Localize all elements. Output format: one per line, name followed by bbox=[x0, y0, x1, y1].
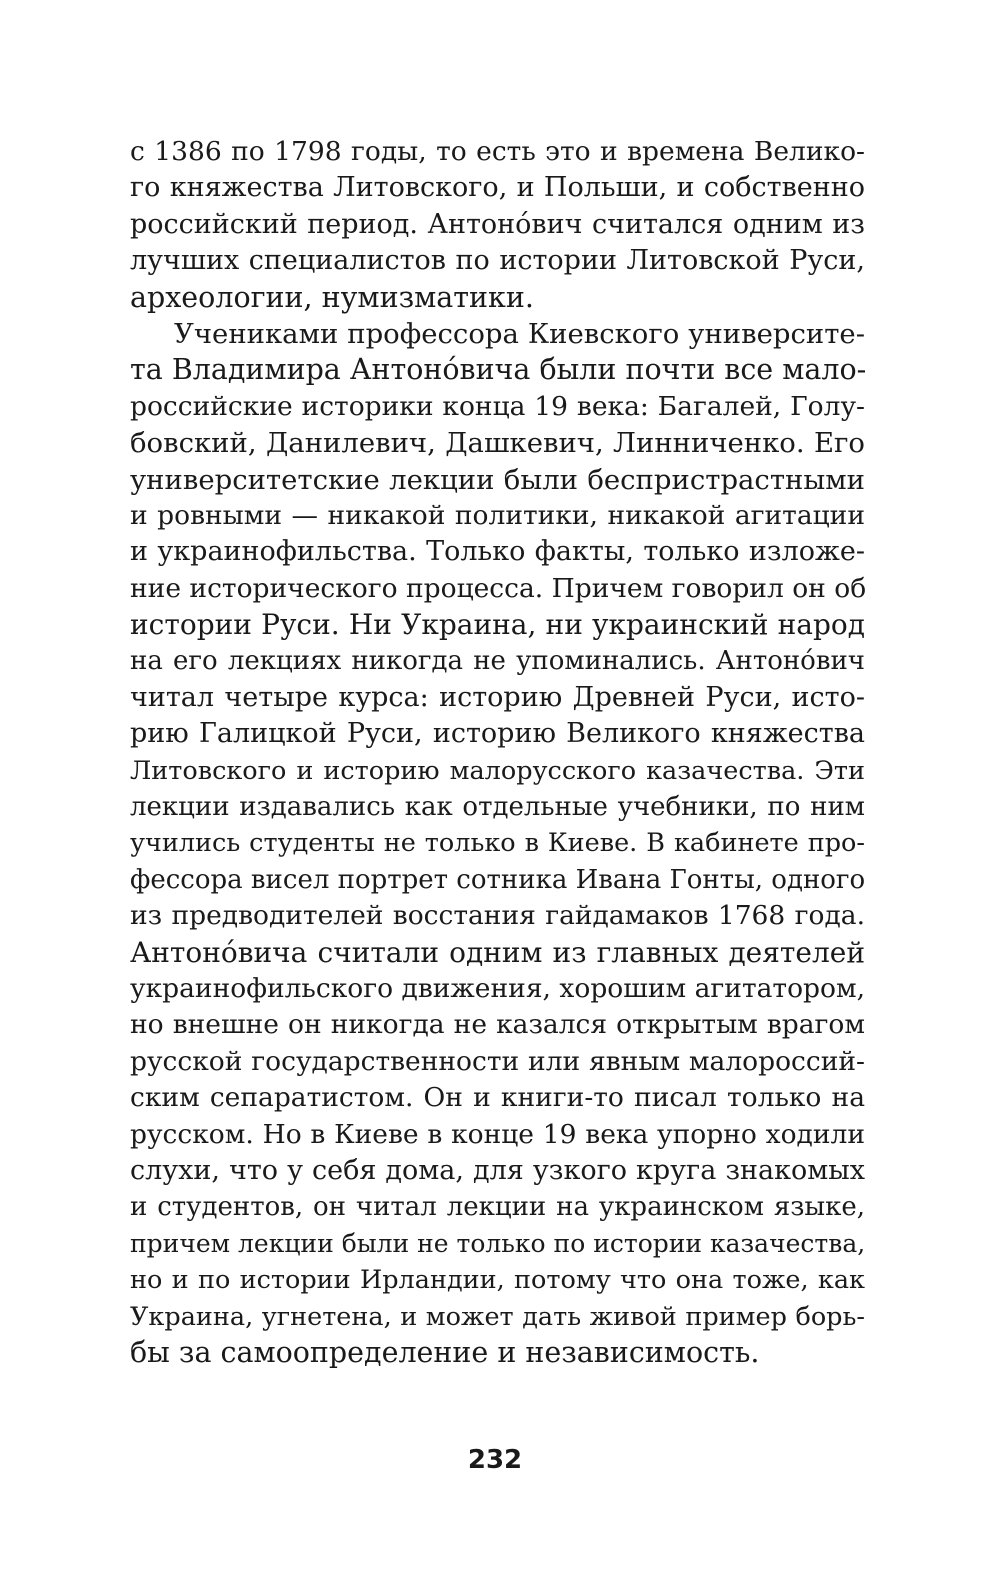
text-line: ние исторического процесса. Причем говорил он об bbox=[130, 572, 867, 604]
text-line: та Владимира Антоно́вича были почти все мало- bbox=[130, 353, 867, 387]
text-line: фессора висел портрет сотника Ивана Гонты, одного bbox=[130, 864, 866, 895]
text-line: Антоно́вича считали одним из главных деятелей bbox=[130, 935, 865, 969]
text-line: рию Галицкой Руси, историю Великого княжества bbox=[130, 718, 865, 750]
text-line: но и по истории Ирландии, потому что она тоже, как bbox=[130, 1265, 865, 1296]
page-number: 232 bbox=[467, 1445, 523, 1475]
text-line: университетские лекции были беспристрастными bbox=[130, 463, 865, 496]
text-line: и студентов, он читал лекции на украинском языке, bbox=[130, 1192, 865, 1223]
body-text bbox=[130, 134, 865, 1371]
text-line: слухи, что у себя дома, для узкого круга знакомых bbox=[130, 1154, 865, 1186]
text-line: на его лекциях никогда не упоминались. Антоно́вич bbox=[130, 646, 865, 677]
text-line: археологии, нумизматики. bbox=[130, 280, 534, 314]
text-line: Учениками профессора Киевского университе- bbox=[174, 317, 865, 350]
paragraph bbox=[130, 316, 865, 1371]
text-line: русском. Но в Киеве в конце 19 века упорно ходили bbox=[130, 1118, 865, 1150]
text-line: лекции издавались как отдельные учебники, по ним bbox=[130, 792, 865, 823]
text-line: учились студенты не только в Киеве. В кабинете про- bbox=[130, 828, 865, 859]
text-line: из предводителей восстания гайдамаков 1768 года. bbox=[130, 900, 865, 932]
text-line: лучших специалистов по истории Литовской Руси, bbox=[130, 245, 865, 277]
text-line: го княжества Литовского, и Польши, и собственно bbox=[130, 172, 865, 204]
text-line: бовский, Данилевич, Дашкевич, Линниченко. Его bbox=[130, 427, 865, 460]
text-line: но внешне он никогда не казался открытым врагом bbox=[130, 1009, 865, 1041]
paragraph bbox=[130, 134, 865, 316]
text-line: российский период. Антоно́вич считался одним из bbox=[130, 208, 865, 240]
text-line: русской государственности или явным малороссий- bbox=[130, 1045, 865, 1077]
text-line: Украина, угнетена, и может дать живой пример борь- bbox=[130, 1301, 865, 1332]
text-line: истории Руси. Ни Украина, ни украинский народ bbox=[130, 608, 865, 642]
text-line: с 1386 по 1798 годы, то есть это и времена Велико- bbox=[130, 136, 865, 167]
text-line: и украинофильства. Только факты, только изложе- bbox=[130, 536, 865, 568]
text-line: ским сепаратистом. Он и книги-то писал только на bbox=[130, 1082, 865, 1114]
text-line: и ровными — никакой политики, никакой агитации bbox=[130, 499, 865, 531]
text-line: российские историки конца 19 века: Багалей, Голу- bbox=[130, 390, 865, 422]
text-line: Литовского и историю малорусского казачества. Эти bbox=[130, 755, 865, 786]
text-line: причем лекции были не только по истории казачества, bbox=[130, 1228, 866, 1258]
text-line: украинофильского движения, хорошим агитатором, bbox=[130, 972, 865, 1004]
text-line: бы за самоопределение и независимость. bbox=[130, 1335, 760, 1369]
text-line: читал четыре курса: историю Древней Руси, исто- bbox=[130, 681, 865, 713]
